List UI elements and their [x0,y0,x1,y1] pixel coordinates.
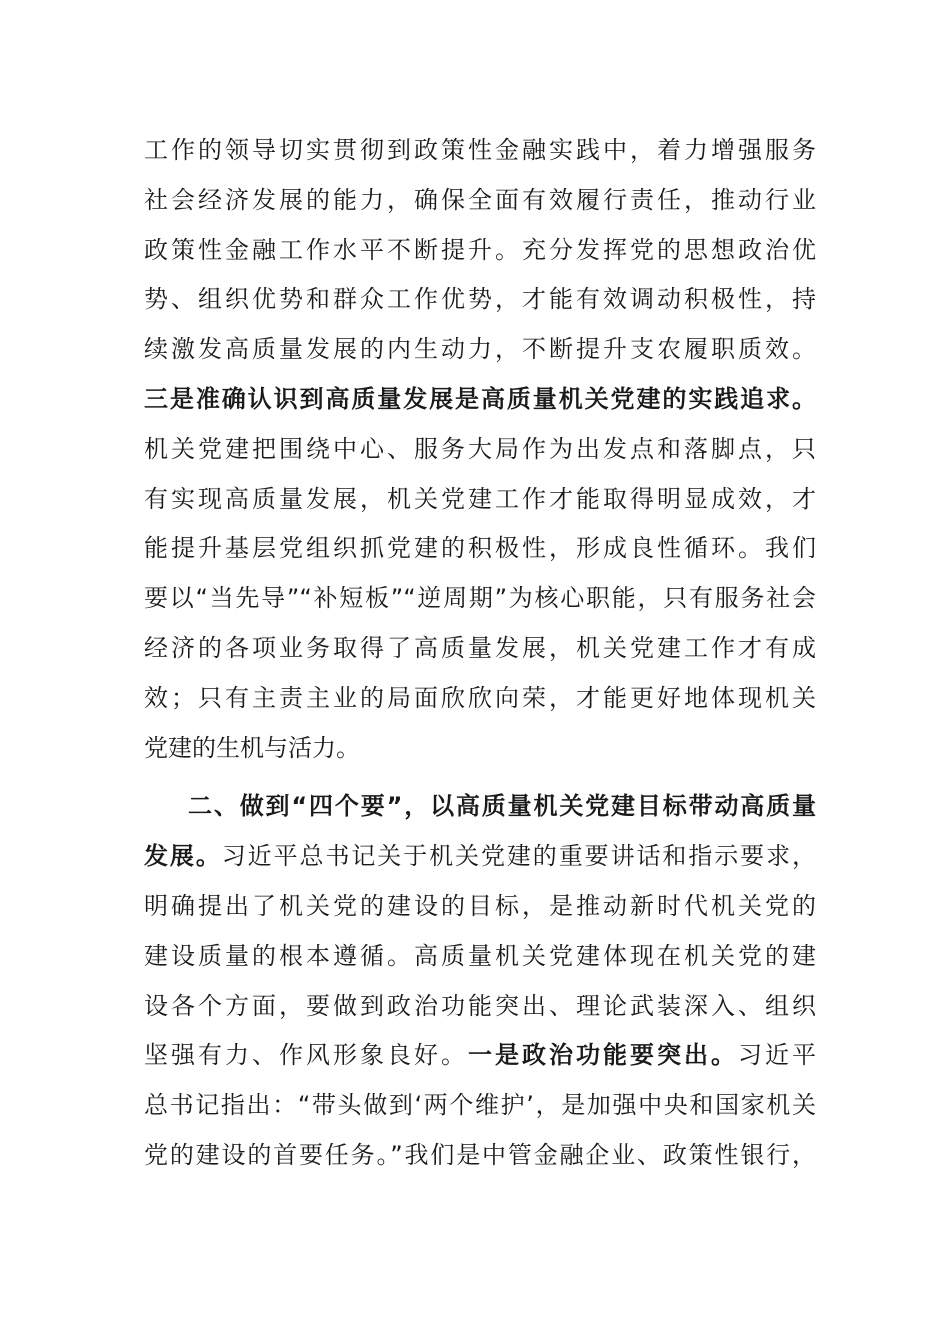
text-line: 设各个方面，要做到政治功能突出、理论武装深入、组织 [144,991,816,1020]
document-body [144,126,816,1181]
text-line: 势、组织优势和群众工作优势，才能有效调动积极性，持 [144,285,816,314]
text-line: 政策性金融工作水平不断提升。充分发挥党的思想政治优 [144,235,816,264]
text-line: 党建的生机与活力。 [144,733,360,762]
text-line: 有实现高质量发展，机关党建工作才能取得明显成效，才 [144,484,816,513]
text-line: 效；只有主责主业的局面欣欣向荣，才能更好地体现机关 [144,683,816,712]
text-line: 建设质量的根本遵循。高质量机关党建体现在机关党的建 [144,941,816,970]
text-line: 要以“当先导”“补短板”“逆周期”为核心职能，只有服务社会 [144,584,816,613]
text-run: 坚强有力、作风形象良好。 [144,1041,468,1070]
text-line: 明确提出了机关党的建设的目标，是推动新时代机关党的 [144,891,816,920]
paragraph-gap [144,773,816,782]
text-line: 经济的各项业务取得了高质量发展，机关党建工作才有成 [144,633,816,662]
heading-continuation: 发展。 [144,842,222,871]
text-line: 工作的领导切实贯彻到政策性金融实践中，着力增强服务 [144,136,816,164]
subheading-inline: 一是政治功能要突出。 [468,1041,738,1070]
text-line: 总书记指出：“带头做到‘两个维护’，是加强中央和国家机关 [144,1091,816,1120]
text-line: 社会经济发展的能力，确保全面有效履行责任，推动行业 [144,185,816,214]
section-heading-3: 三是准确认识到高质量发展是高质量机关党建的实践追求。 [144,384,816,413]
text-line: 机关党建把围绕中心、服务大局作为出发点和落脚点，只 [144,434,816,463]
text-line [144,832,816,882]
section-heading-2: 二、做到“四个要”，以高质量机关党建目标带动高质量 [188,792,816,821]
text-line [144,1031,816,1081]
text-line: 续激发高质量发展的内生动力，不断提升支农履职质效。 [144,335,816,364]
text-line: 党的建设的首要任务。”我们是中管金融企业、政策性银行， [144,1140,816,1169]
text-line: 能提升基层党组织抓党建的积极性，形成良性循环。我们 [144,534,816,563]
text-run: 习近平总书记关于机关党建的重要讲话和指示要求， [221,842,817,871]
text-run: 习近平 [738,1041,816,1070]
